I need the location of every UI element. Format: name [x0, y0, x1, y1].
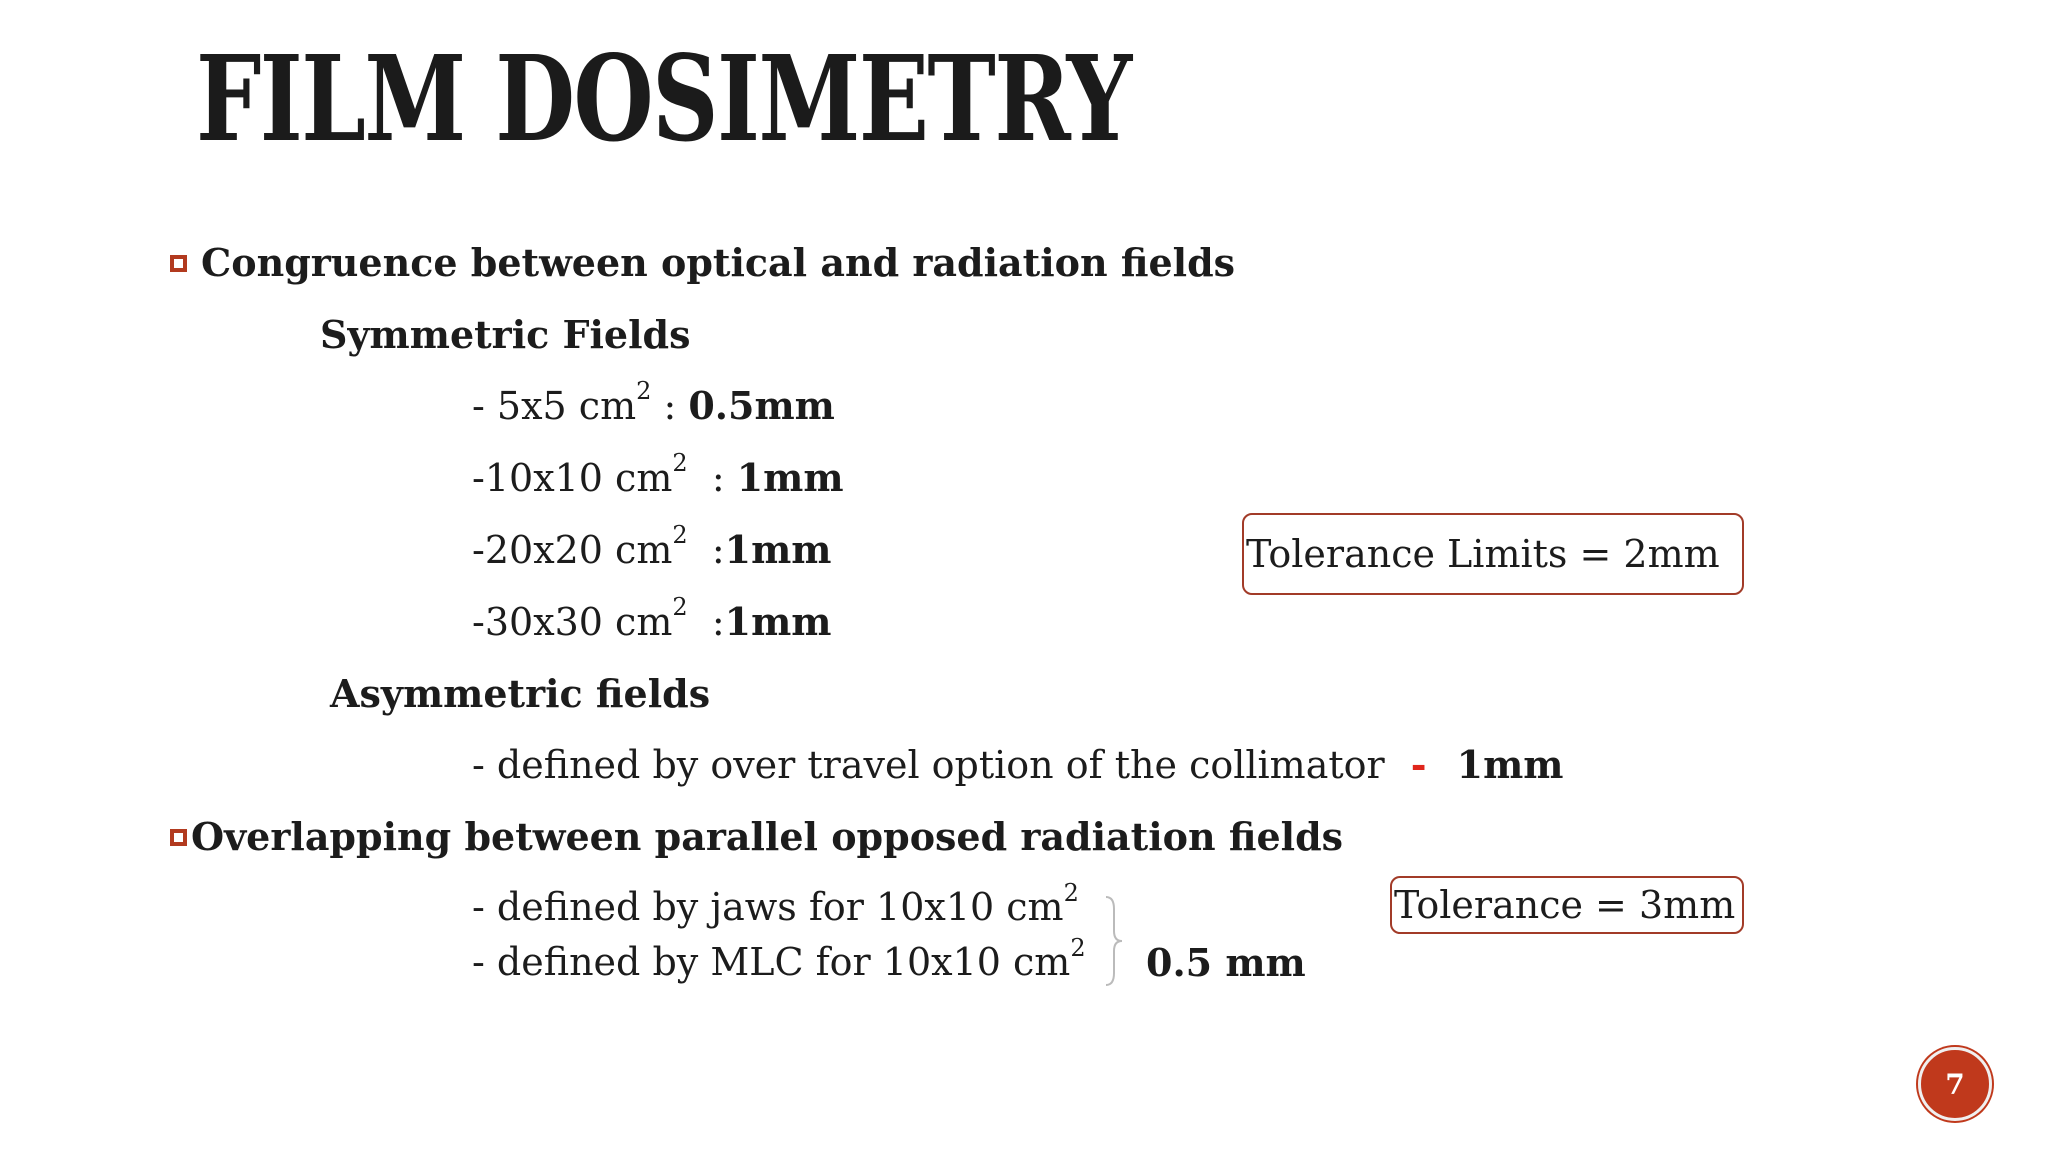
page-number-badge — [1918, 1047, 1992, 1121]
item-size: - 5x5 cm — [472, 384, 637, 428]
item-text: - defined by jaws for 10x10 cm — [472, 885, 1064, 929]
symmetric-item-2 — [472, 449, 844, 500]
tolerance-box — [1390, 876, 1744, 934]
section1-heading: Congruence between optical and radiation fields — [201, 240, 1236, 285]
overlap-item-mlc — [472, 934, 1086, 984]
item-value: 0.5mm — [688, 383, 835, 428]
page-number: 7 — [1945, 1067, 1965, 1101]
square-bullet-icon — [170, 255, 187, 272]
item-sup: 2 — [1070, 934, 1086, 962]
item-sup: 2 — [672, 521, 688, 549]
item-sep: : — [651, 384, 689, 428]
symmetric-item-4 — [472, 593, 832, 644]
section2-heading-row — [170, 814, 1343, 859]
overlap-value: 0.5 mm — [1146, 940, 1306, 985]
item-sep: : — [687, 600, 725, 644]
asymmetric-value: 1mm — [1456, 742, 1564, 787]
asymmetric-item — [472, 742, 1564, 787]
item-size: -10x10 cm — [472, 456, 673, 500]
asymmetric-dash: - — [1410, 742, 1427, 787]
symmetric-item-1 — [472, 377, 835, 428]
square-bullet-icon — [170, 829, 187, 846]
item-sup: 2 — [672, 449, 688, 477]
symmetric-heading: Symmetric Fields — [320, 312, 691, 357]
slide-title: FILM DOSIMETRY — [196, 29, 1131, 168]
overlap-item-jaws — [472, 879, 1079, 929]
item-sup: 2 — [636, 377, 652, 405]
section2-heading: Overlapping between parallel opposed radiation fields — [191, 814, 1344, 859]
asymmetric-heading: Asymmetric fields — [330, 671, 711, 716]
item-value: 1mm — [724, 599, 832, 644]
item-value: 1mm — [736, 455, 844, 500]
item-size: -20x20 cm — [472, 528, 673, 572]
right-brace-icon — [1100, 895, 1130, 987]
tolerance-limits-box — [1242, 513, 1744, 595]
item-sup: 2 — [672, 593, 688, 621]
tolerance-text: Tolerance = 3mm — [1394, 883, 1736, 927]
symmetric-item-3 — [472, 521, 832, 572]
tolerance-limits-text: Tolerance Limits = 2mm — [1246, 532, 1720, 576]
section1-heading-row — [170, 240, 1235, 285]
item-value: 1mm — [724, 527, 832, 572]
item-size: -30x30 cm — [472, 600, 673, 644]
item-sup: 2 — [1063, 879, 1079, 907]
item-sep: : — [687, 528, 725, 572]
item-sep: : — [687, 456, 737, 500]
asymmetric-text: - defined by over travel option of the collimator — [472, 743, 1385, 787]
item-text: - defined by MLC for 10x10 cm — [472, 940, 1071, 984]
